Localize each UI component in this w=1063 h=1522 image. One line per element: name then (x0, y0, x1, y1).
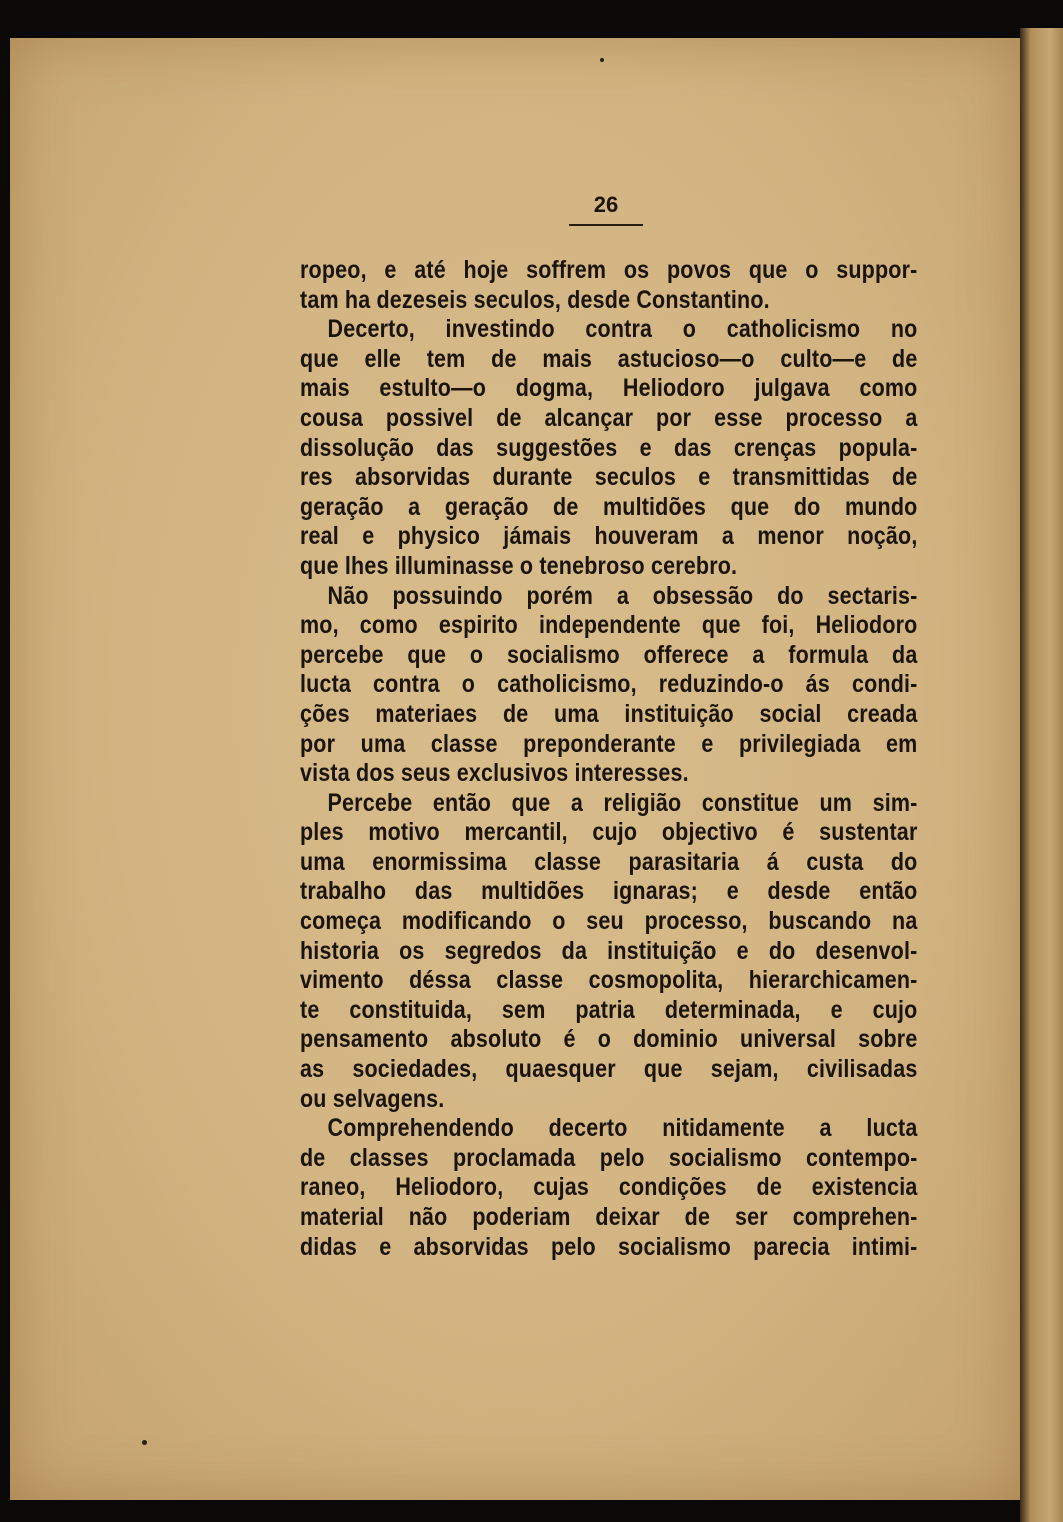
text-line: material não poderiam deixar de ser comprehen- (300, 1203, 918, 1231)
text-line: mo, como espirito independente que foi, Heliodoro (300, 611, 918, 640)
text-line: Percebe então que a religião constitue um sim- (327, 788, 918, 817)
text-line: tam ha dezeseis seculos, desde Constantino. (300, 285, 770, 314)
text-line: trabalho das multidões ignaras; e desde então (300, 877, 918, 906)
text-line: geração a geração de multidões que do mundo (300, 492, 918, 521)
text-line: Decerto, investindo contra o catholicismo no (327, 315, 918, 344)
text-line: didas e absorvidas pelo socialismo parecia intimi- (300, 1232, 918, 1261)
text-line: real e physico jámais houveram a menor noção, (300, 522, 918, 551)
text-line: Comprehendendo decerto nitidamente a lucta (327, 1114, 918, 1143)
text-line: historia os segredos da instituição e do desenvol- (300, 936, 918, 965)
text-line: por uma classe preponderante e privilegiada em (300, 729, 918, 758)
text-line: ples motivo mercantil, cujo objectivo é sustentar (300, 818, 918, 847)
text-line: res absorvidas durante seculos e transmittidas de (300, 463, 918, 492)
text-line: de classes proclamada pelo socialismo contempo- (300, 1143, 918, 1172)
text-line: Não possuindo porém a obsessão do sectaris- (327, 581, 918, 610)
text-line: percebe que o socialismo offerece a formula da (300, 640, 918, 669)
text-line: mais estulto—o dogma, Heliodoro julgava como (300, 374, 918, 403)
text-line: vimento déssa classe cosmopolita, hierarchicamen- (300, 966, 918, 995)
text-line: pensamento absoluto é o dominio universal sobre (300, 1025, 918, 1054)
text-line: vista dos seus exclusivos interesses. (300, 759, 689, 788)
text-line: começa modificando o seu processo, buscando na (300, 907, 918, 936)
text-line: te constituida, sem patria determinada, e cujo (300, 995, 918, 1024)
text-line: cousa possivel de alcançar por esse processo a (300, 403, 918, 432)
text-line: as sociedades, quaesquer que sejam, civilisadas (300, 1055, 918, 1084)
text-line: ções materiaes de uma instituição social creada (300, 699, 918, 728)
next-page-edge (1020, 28, 1063, 1522)
text-line: dissolução das suggestões e das crenças popula- (300, 433, 918, 462)
text-line: ou selvagens. (300, 1084, 445, 1113)
page-number: 26 (569, 190, 643, 226)
text-line: raneo, Heliodoro, cujas condições de existencia (300, 1173, 918, 1202)
text-line: que elle tem de mais astucioso—o culto—e de (300, 344, 918, 373)
ink-speck (600, 58, 604, 62)
text-line: que lhes illuminasse o tenebroso cerebro. (300, 551, 738, 580)
body-text (300, 256, 918, 1262)
text-line: lucta contra o catholicismo, reduzindo-o ás condi- (300, 670, 918, 699)
ink-speck (142, 1440, 147, 1445)
text-line: uma enormissima classe parasitaria á custa do (300, 847, 918, 876)
text-line: ropeo, e até hoje soffrem os povos que o suppor- (300, 256, 918, 284)
